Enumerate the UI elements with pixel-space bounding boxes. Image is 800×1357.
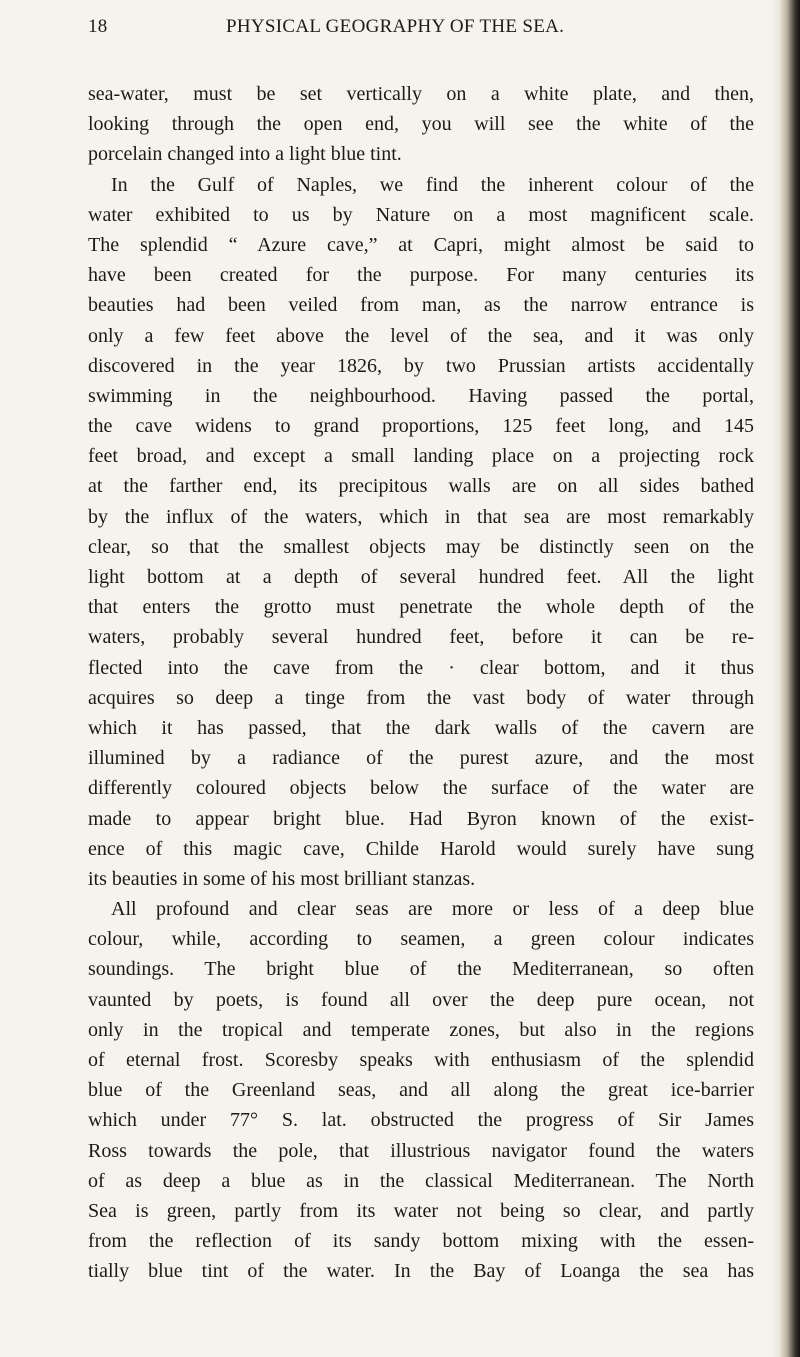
text-line: swimming in the neighbourhood. Having passed the portal, (88, 384, 754, 407)
text-line: porcelain changed into a light blue tint. (88, 143, 402, 166)
text-line: made to appear bright blue. Had Byron known of the exist- (88, 807, 754, 830)
page-number: 18 (88, 16, 108, 37)
text-line: In the Gulf of Naples, we find the inherent colour of the (111, 173, 754, 196)
text-line: from the reflection of its sandy bottom mixing with the essen- (88, 1230, 754, 1253)
text-line: differently coloured objects below the surface of the water are (88, 777, 754, 800)
text-line: illumined by a radiance of the purest azure, and the most (88, 747, 754, 770)
text-line: light bottom at a depth of several hundred feet. All the light (88, 566, 754, 588)
text-line: beauties had been veiled from man, as the narrow entrance is (88, 294, 754, 317)
text-line: have been created for the purpose. For many centuries its (88, 264, 754, 287)
text-line: by the influx of the waters, which in that sea are most remarkably (88, 505, 754, 528)
text-line: Ross towards the pole, that illustrious navigator found the waters (88, 1139, 754, 1162)
text-line: Sea is green, partly from its water not being so clear, and partly (88, 1199, 754, 1222)
text-line: the cave widens to grand proportions, 125 feet long, and 145 (88, 415, 754, 438)
text-line: blue of the Greenland seas, and all along the great ice-barrier (88, 1079, 754, 1102)
text-line: ence of this magic cave, Childe Harold would surely have sung (88, 837, 754, 860)
text-line: only in the tropical and temperate zones, but also in the regions (88, 1018, 754, 1041)
text-line: flected into the cave from the · clear bottom, and it thus (88, 656, 754, 679)
text-line: soundings. The bright blue of the Mediterranean, so often (88, 958, 754, 981)
text-line: All profound and clear seas are more or less of a deep blue (111, 898, 754, 921)
text-line: of as deep a blue as in the classical Mediterranean. The North (88, 1169, 754, 1192)
text-line: of eternal frost. Scoresby speaks with enthusiasm of the splendid (88, 1049, 754, 1071)
text-line: which it has passed, that the dark walls of the cavern are (88, 716, 754, 739)
body-text (88, 79, 754, 1287)
gutter-shadow (770, 0, 780, 1357)
text-line: looking through the open end, you will see the white of the (88, 113, 754, 136)
text-line: only a few feet above the level of the sea, and it was only (88, 324, 754, 347)
text-line: feet broad, and except a small landing place on a projecting rock (88, 445, 754, 468)
text-line: colour, while, according to seamen, a green colour indicates (88, 928, 754, 951)
text-line: water exhibited to us by Nature on a most magnificent scale. (88, 203, 754, 226)
text-line: tially blue tint of the water. In the Bay of Loanga the sea has (88, 1260, 754, 1283)
text-line: its beauties in some of his most brilliant stanzas. (88, 867, 476, 890)
text-line: which under 77° S. lat. obstructed the progress of Sir James (88, 1109, 754, 1132)
running-head (88, 6, 754, 46)
text-line: sea-water, must be set vertically on a white plate, and then, (88, 83, 754, 105)
text-line: discovered in the year 1826, by two Prussian artists accidentally (88, 354, 754, 377)
text-line: at the farther end, its precipitous walls are on all sides bathed (88, 475, 754, 498)
running-title: PHYSICAL GEOGRAPHY OF THE SEA. (226, 16, 565, 37)
book-binding-edge (780, 0, 800, 1357)
text-line: that enters the grotto must penetrate the whole depth of the (88, 596, 754, 619)
text-line: waters, probably several hundred feet, before it can be re- (88, 626, 754, 649)
text-line: acquires so deep a tinge from the vast body of water through (88, 686, 754, 709)
text-line: vaunted by poets, is found all over the deep pure ocean, not (88, 988, 754, 1011)
text-line: The splendid “ Azure cave,” at Capri, might almost be said to (88, 233, 754, 256)
text-line: clear, so that the smallest objects may be distinctly seen on the (88, 535, 754, 558)
